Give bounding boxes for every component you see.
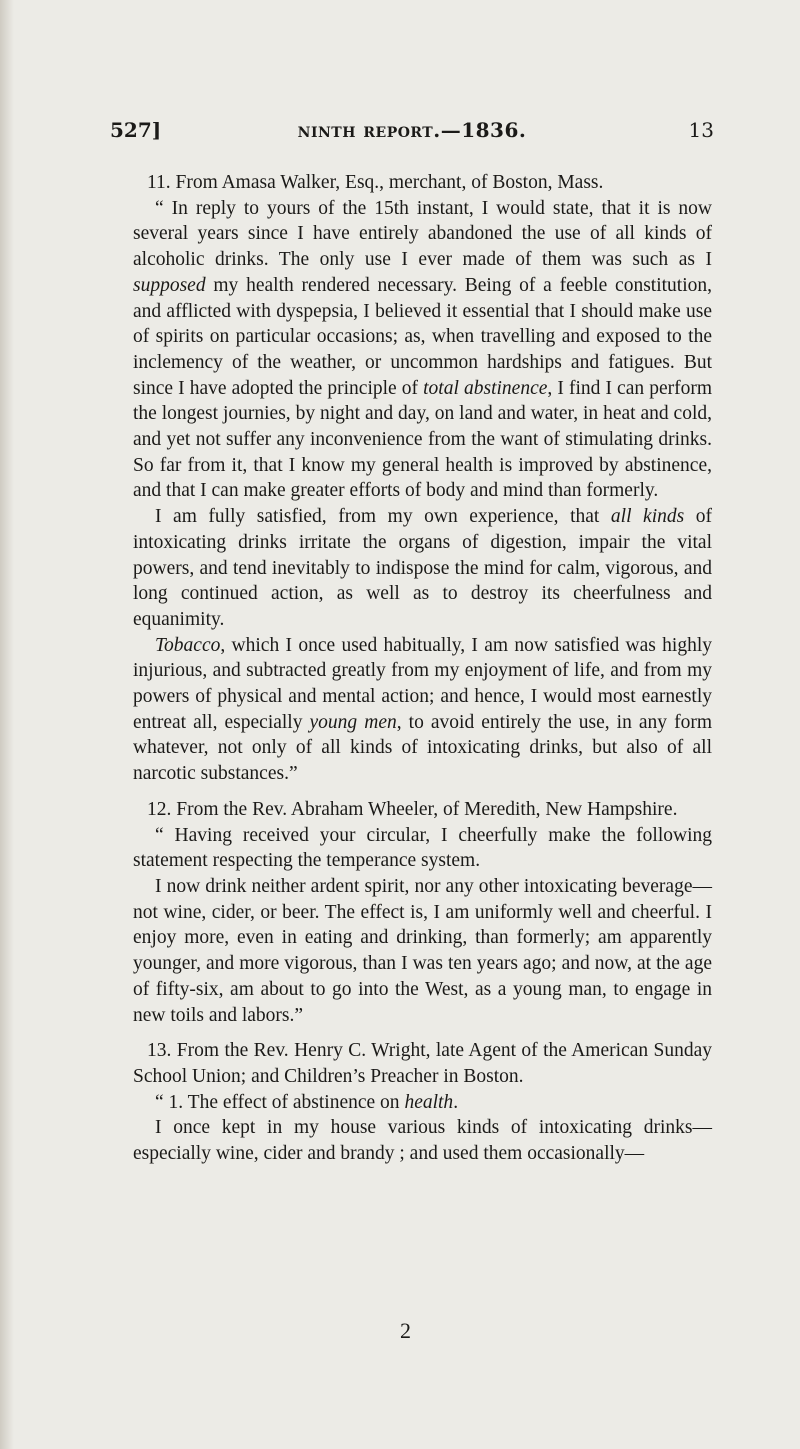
body-paragraph: [133, 874, 712, 1028]
emphasis-text: Tobacco: [155, 634, 221, 656]
running-title-text: ninth report.: [297, 118, 441, 142]
emphasis-text: supposed: [133, 274, 206, 296]
body-paragraph: [133, 196, 712, 504]
signature-mark: 2: [400, 1318, 411, 1343]
text-run: my health rendered necessary. Being of a feeble constitution, and afflicted with dyspepsia, I believed it essential that I should make use of spirits on particular occasions; as, when travelling and exposed to the inclemency of the weather, or uncommon hardships and fatigues. But since I have adopted the principle of: [133, 274, 712, 399]
running-title: [110, 118, 714, 142]
body-text: [133, 170, 712, 1167]
text-run: .: [453, 1091, 459, 1113]
body-paragraph: [133, 633, 712, 787]
body-paragraph: [133, 1090, 712, 1116]
running-title-year: —1836.: [440, 118, 527, 142]
heading-text: 12. From the Rev. Abraham Wheeler, of Meredith, New Hampshire.: [147, 798, 678, 820]
emphasis-text: young men: [309, 711, 397, 733]
heading-text: 13. From the Rev. Henry C. Wright, late Agent of the American Sunday School Union; and Children’s Preacher in Boston.: [133, 1040, 712, 1087]
page-ref: 527]: [110, 118, 162, 142]
body-paragraph: [133, 823, 712, 874]
body-paragraph: [133, 504, 712, 633]
heading-text: 11. From Amasa Walker, Esq., merchant, of Boston, Mass.: [147, 172, 604, 193]
emphasis-text: all kinds: [610, 506, 685, 528]
text-run: of intoxicating drinks irritate the organs of digestion, impair the vital powers, and tend inevitably to indispose the mind for calm, vigorous, and long continued action, as well as to destroy its cheerfulness and equanimity.: [133, 506, 712, 630]
text-run: , I find I can perform the longest journies, by night and day, on land and water, in heat and cold, and yet not suffer any inconvenience from the want of stimulating drinks. So far from it, that I know my general health is improved by abstinence, and that I can make greater efforts of body and mind than formerly.: [133, 377, 712, 502]
text-run: I once kept in my house various kinds of intoxicating drinks—especially wine, cider and brandy ; and used them occasionally—: [133, 1117, 712, 1165]
running-header: [110, 118, 714, 146]
letter-heading: [133, 797, 712, 823]
page-number: 13: [688, 118, 714, 142]
binding-shadow: [0, 0, 14, 1449]
letter-heading: [133, 170, 712, 196]
text-run: , which I once used habitually, I am now satisfied was highly injurious, and subtracted greatly from my enjoyment of life, and from my powers of physical and mental action; and hence, I would most earnestly entreat all, especially: [133, 634, 712, 733]
emphasis-text: total abstinence: [423, 377, 548, 399]
text-run: , to avoid entirely the use, in any form whatever, not only of all kinds of intoxicating drinks, but also of all narcotic substances.”: [133, 711, 712, 785]
text-run: I now drink neither ardent spirit, nor any other intoxicating beverage—not wine, cider, or beer. The effect is, I am uniformly well and cheerful. I enjoy more, even in eating and drinking, than formerly; am apparently younger, and more vigorous, than I was ten years ago; and now, at the age of fifty-six, am about to go into the West, as a young man, to engage in new toils and labors.”: [133, 875, 712, 1026]
text-run: I am fully satisfied, from my own experience, that: [155, 506, 611, 528]
text-run: “ In reply to yours of the 15th instant, I would state, that it is now several years since I have entirely abandoned the use of all kinds of alcoholic drinks. The only use I ever made of them was such as I: [133, 197, 712, 271]
text-run: “ 1. The effect of abstinence on: [155, 1091, 405, 1113]
letter-heading: [133, 1038, 712, 1089]
emphasis-text: health: [404, 1091, 454, 1113]
body-paragraph: [133, 1115, 712, 1166]
text-run: “ Having received your circular, I cheerfully make the following statement respecting the temperance system.: [133, 824, 712, 872]
